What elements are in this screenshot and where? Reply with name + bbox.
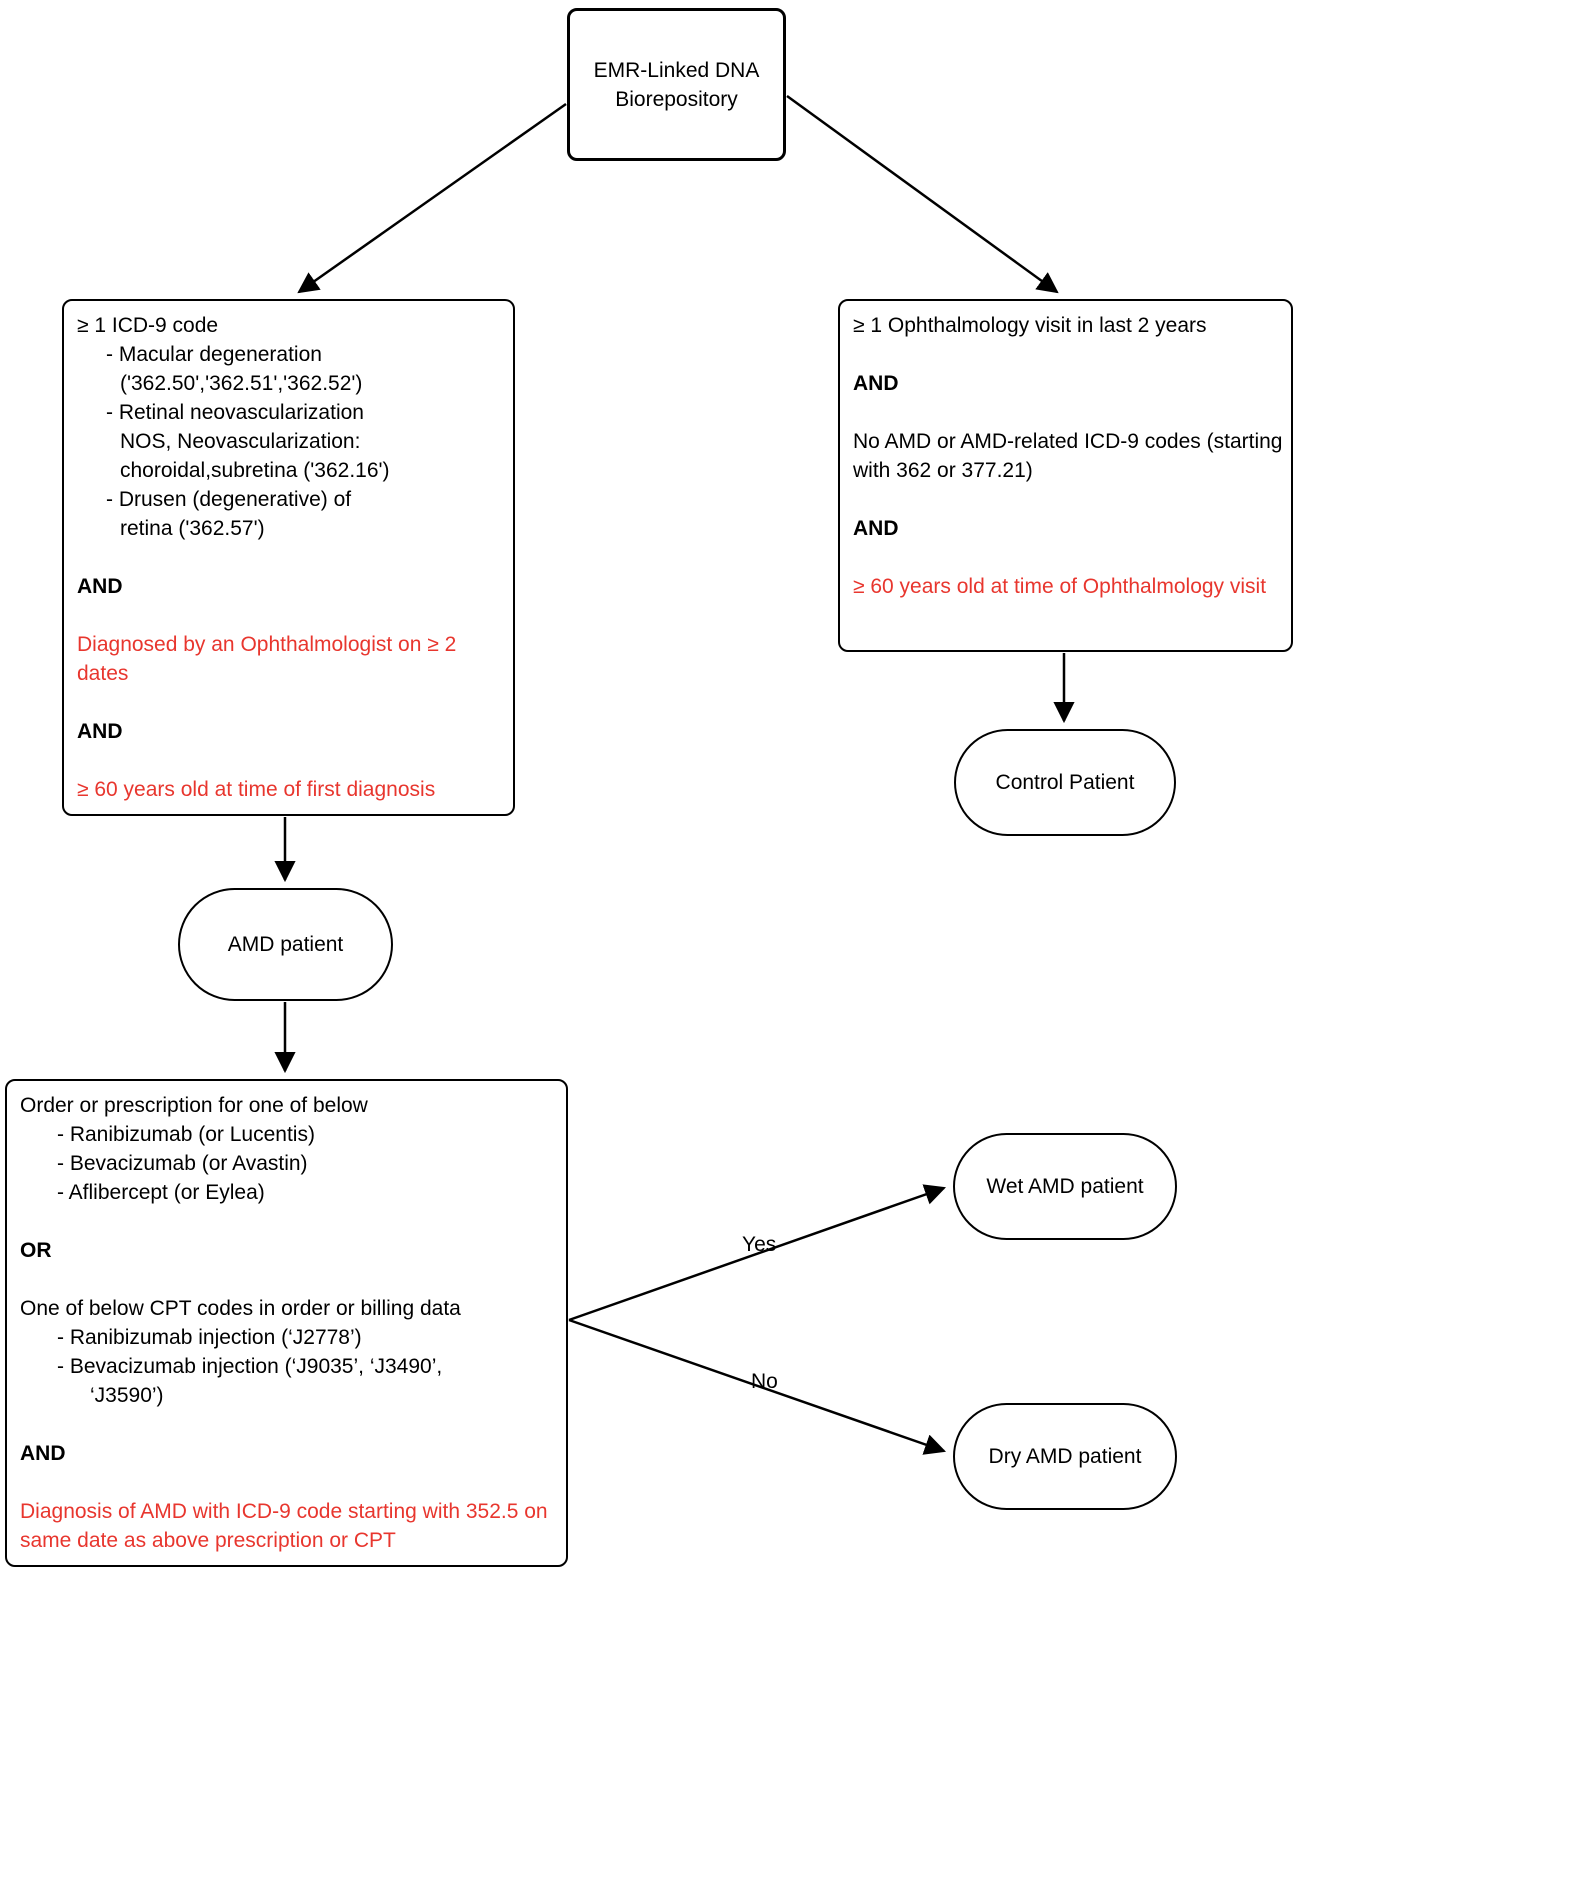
node-wetdry-criteria	[5, 1079, 568, 1567]
criterion-ophthalmology-visit: ≥ 1 Ophthalmology visit in last 2 years	[853, 314, 1207, 337]
control-patient-label: Control Patient	[995, 771, 1135, 794]
bullet-drusen-codes: retina ('362.57')	[120, 517, 265, 540]
criterion-age-first-diagnosis: ≥ 60 years old at time of first diagnosis	[77, 778, 436, 801]
bullet-macular-degeneration: - Macular degeneration	[106, 343, 322, 366]
criterion-age-ophthalmology-visit: ≥ 60 years old at time of Ophthalmology visit	[853, 575, 1267, 598]
edge-label-yes: Yes	[742, 1233, 777, 1256]
node-emr-biorepository	[567, 8, 786, 161]
node-emr-label-line1: EMR-Linked DNA	[593, 58, 760, 82]
bullet-bevacizumab-injection: - Bevacizumab injection (‘J9035’, ‘J3490’,	[57, 1355, 443, 1378]
edge-label-no: No	[751, 1370, 778, 1393]
node-wet-amd-patient	[953, 1133, 1177, 1240]
amd-patient-label: AMD patient	[227, 933, 344, 956]
and-operator: AND	[20, 1442, 66, 1465]
bullet-drusen: - Drusen (degenerative) of	[106, 488, 352, 511]
and-operator: AND	[853, 372, 899, 395]
dry-amd-patient-label: Dry AMD patient	[988, 1445, 1142, 1468]
cpt-header: One of below CPT codes in order or billing data	[20, 1297, 461, 1320]
bullet-macular-degeneration-codes: ('362.50','362.51','362.52')	[120, 372, 363, 395]
node-control-criteria	[838, 299, 1293, 652]
wet-amd-patient-label: Wet AMD patient	[986, 1175, 1144, 1198]
criteria-header: ≥ 1 ICD-9 code	[77, 314, 219, 337]
bullet-ranibizumab-injection: - Ranibizumab injection (‘J2778’)	[57, 1326, 362, 1349]
bullet-retinal-neovascularization: - Retinal neovascularization	[106, 401, 364, 424]
or-operator: OR	[20, 1239, 52, 1262]
rx-header: Order or prescription for one of below	[20, 1094, 368, 1117]
node-control-patient	[954, 729, 1176, 836]
criterion-ophthalmologist-diagnosis: Diagnosed by an Ophthalmologist on ≥ 2 dates	[77, 633, 457, 685]
bullet-retinal-neovascularization-cont: NOS, Neovascularization:	[120, 430, 361, 453]
node-emr-label-line2: Biorepository	[615, 87, 738, 111]
edge-root-to-control-criteria	[787, 96, 1057, 292]
and-operator: AND	[77, 720, 123, 743]
node-amd-patient	[178, 888, 393, 1001]
bullet-retinal-neovascularization-codes: choroidal,subretina ('362.16')	[120, 459, 390, 482]
node-dry-amd-patient	[953, 1403, 1177, 1510]
and-operator: AND	[853, 517, 899, 540]
bullet-bevacizumab-injection-cont: ‘J3590’)	[90, 1384, 164, 1407]
and-operator: AND	[77, 575, 123, 598]
edge-root-to-amd-criteria	[299, 104, 566, 292]
criterion-no-amd-codes: No AMD or AMD-related ICD-9 codes (starting with 362 or 377.21)	[853, 430, 1283, 482]
node-amd-criteria	[62, 299, 515, 816]
bullet-aflibercept: - Aflibercept (or Eylea)	[57, 1181, 265, 1204]
bullet-ranibizumab: - Ranibizumab (or Lucentis)	[57, 1123, 315, 1146]
criterion-amd-same-date: Diagnosis of AMD with ICD-9 code starting with 352.5 on same date as above prescription or CPT	[20, 1500, 548, 1552]
bullet-bevacizumab: - Bevacizumab (or Avastin)	[57, 1152, 308, 1175]
